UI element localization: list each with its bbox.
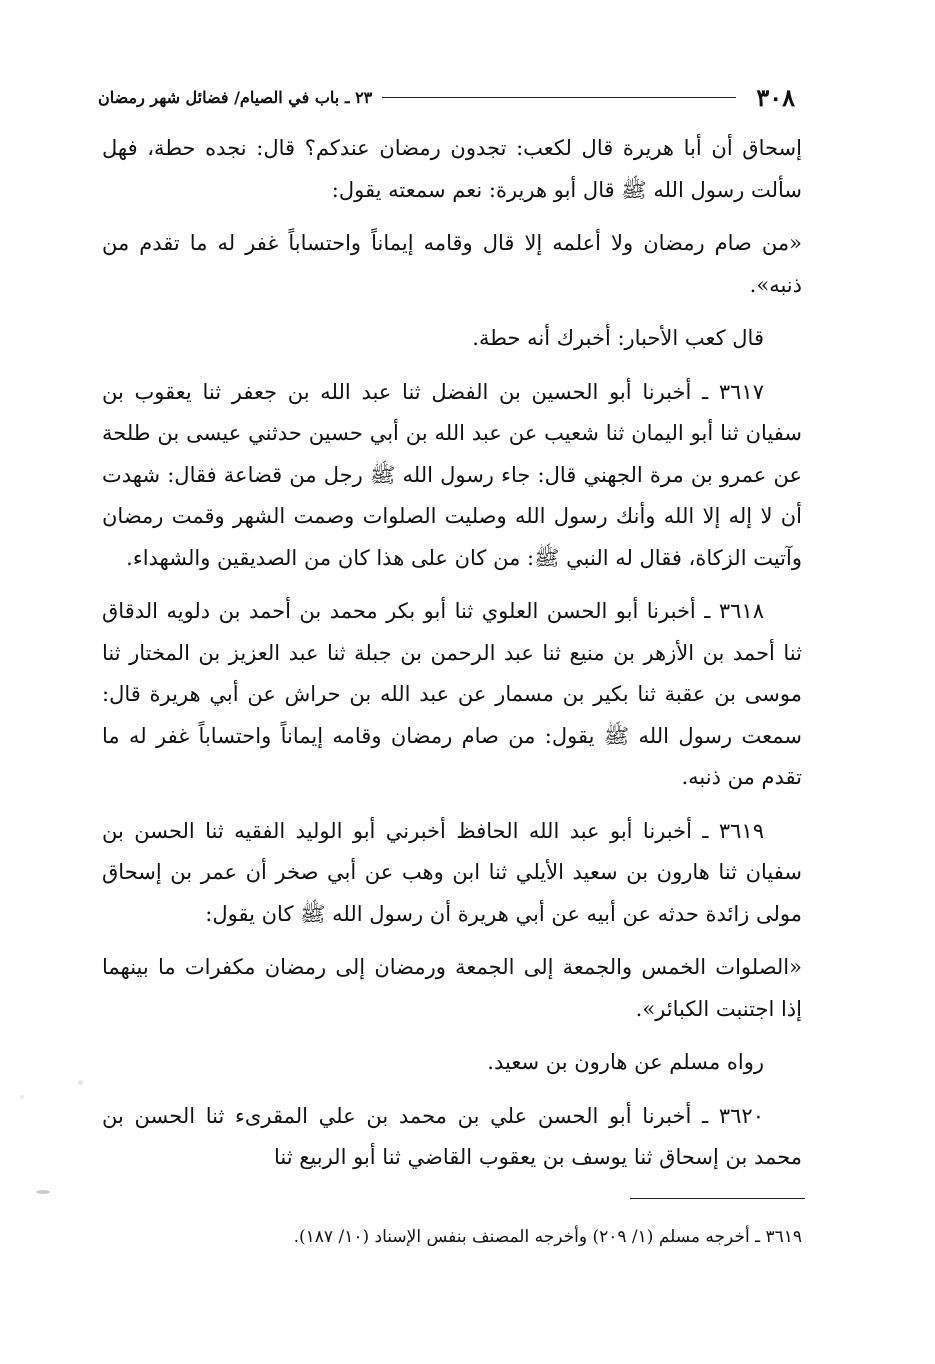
paragraph: قال كعب الأحبار: أخبرك أنه حطة. — [472, 326, 764, 350]
hadith-3617: ٣٦١٧ ـ أخبرنا أبو الحسين بن الفضل ثنا عبد الله بن جعفر ثنا يعقوب بن سفيان ثنا أبو اليمان ثنا شعيب عن عبد الله بن أبي حسين حدثني عيسى بن طلحة عن عمرو بن مرة الجهني قال: جاء رسول الله ﷺ رجل من قضاعة فقال: شهدت أن لا إله إلا الله وأنك رسول الله وصليت الصلوات وصمت الشهر وقمت رمضان وآتيت الزكاة، فقال له النبي ﷺ: من كان على هذا كان من الصديقين والشهداء. — [102, 379, 802, 570]
paragraph: رواه مسلم عن هارون بن سعيد. — [487, 1050, 764, 1074]
main-text — [102, 128, 802, 1191]
scan-speck — [78, 1080, 83, 1085]
running-head: ٢٣ ـ باب في الصيام/ فضائل شهر رمضان — [98, 87, 373, 107]
hadith-3620: ٣٦٢٠ ـ أخبرنا أبو الحسن علي بن محمد بن علي المقرىء ثنا الحسن بن محمد بن إسحاق ثنا يوسف بن يعقوب القاضي ثنا أبو الربيع ثنا — [102, 1103, 802, 1169]
hadith-3619: ٣٦١٩ ـ أخبرنا أبو عبد الله الحافظ أخبرني أبو الوليد الفقيه ثنا الحسن بن سفيان ثنا هارون بن سعيد الأيلي ثنا ابن وهب عن أبي صخر أن عمر بن إسحاق مولى زائدة حدثه عن أبيه عن أبي هريرة أن رسول الله ﷺ كان يقول: — [102, 818, 802, 926]
page-header — [98, 80, 795, 114]
header-rule — [382, 97, 736, 98]
hadith-quote: «من صام رمضان ولا أعلمه إلا قال وقامه إيماناً واحتساباً غفر له ما تقدم من ذنبه». — [102, 231, 802, 297]
hadith-quote: «الصلوات الخمس والجمعة إلى الجمعة ورمضان إلى رمضان مكفرات ما بينهما إذا اجتنبت الكبائر». — [102, 955, 802, 1021]
hadith-3618: ٣٦١٨ ـ أخبرنا أبو الحسن العلوي ثنا أبو بكر محمد بن أحمد بن دلويه الدقاق ثنا أحمد بن الأزهر بن منيع ثنا عبد الرحمن بن جبلة ثنا عبد العزيز بن المختار ثنا موسى بن عقبة ثنا بكير بن مسمار عن عبد الله بن حراش عن أبي هريرة قال: سمعت رسول الله ﷺ يقول: من صام رمضان وقامه إيماناً واحتساباً غفر له ما تقدم من ذنبه. — [102, 599, 802, 789]
scan-speck — [20, 1095, 24, 1099]
footnote-rule — [630, 1198, 805, 1199]
paragraph: إسحاق أن أبا هريرة قال لكعب: تجدون رمضان عندكم؟ قال: نجده حطة، فهل سألت رسول الله ﷺ قال أبو هريرة: نعم سمعته يقول: — [102, 136, 802, 202]
footnote: ٣٦١٩ ـ أخرجه مسلم (١/ ٢٠٩) وأخرجه المصنف بنفس الإسناد (١٠/ ١٨٧). — [293, 1227, 802, 1247]
page-number: ٣٠٨ — [756, 82, 795, 112]
scan-speck — [36, 1190, 50, 1194]
